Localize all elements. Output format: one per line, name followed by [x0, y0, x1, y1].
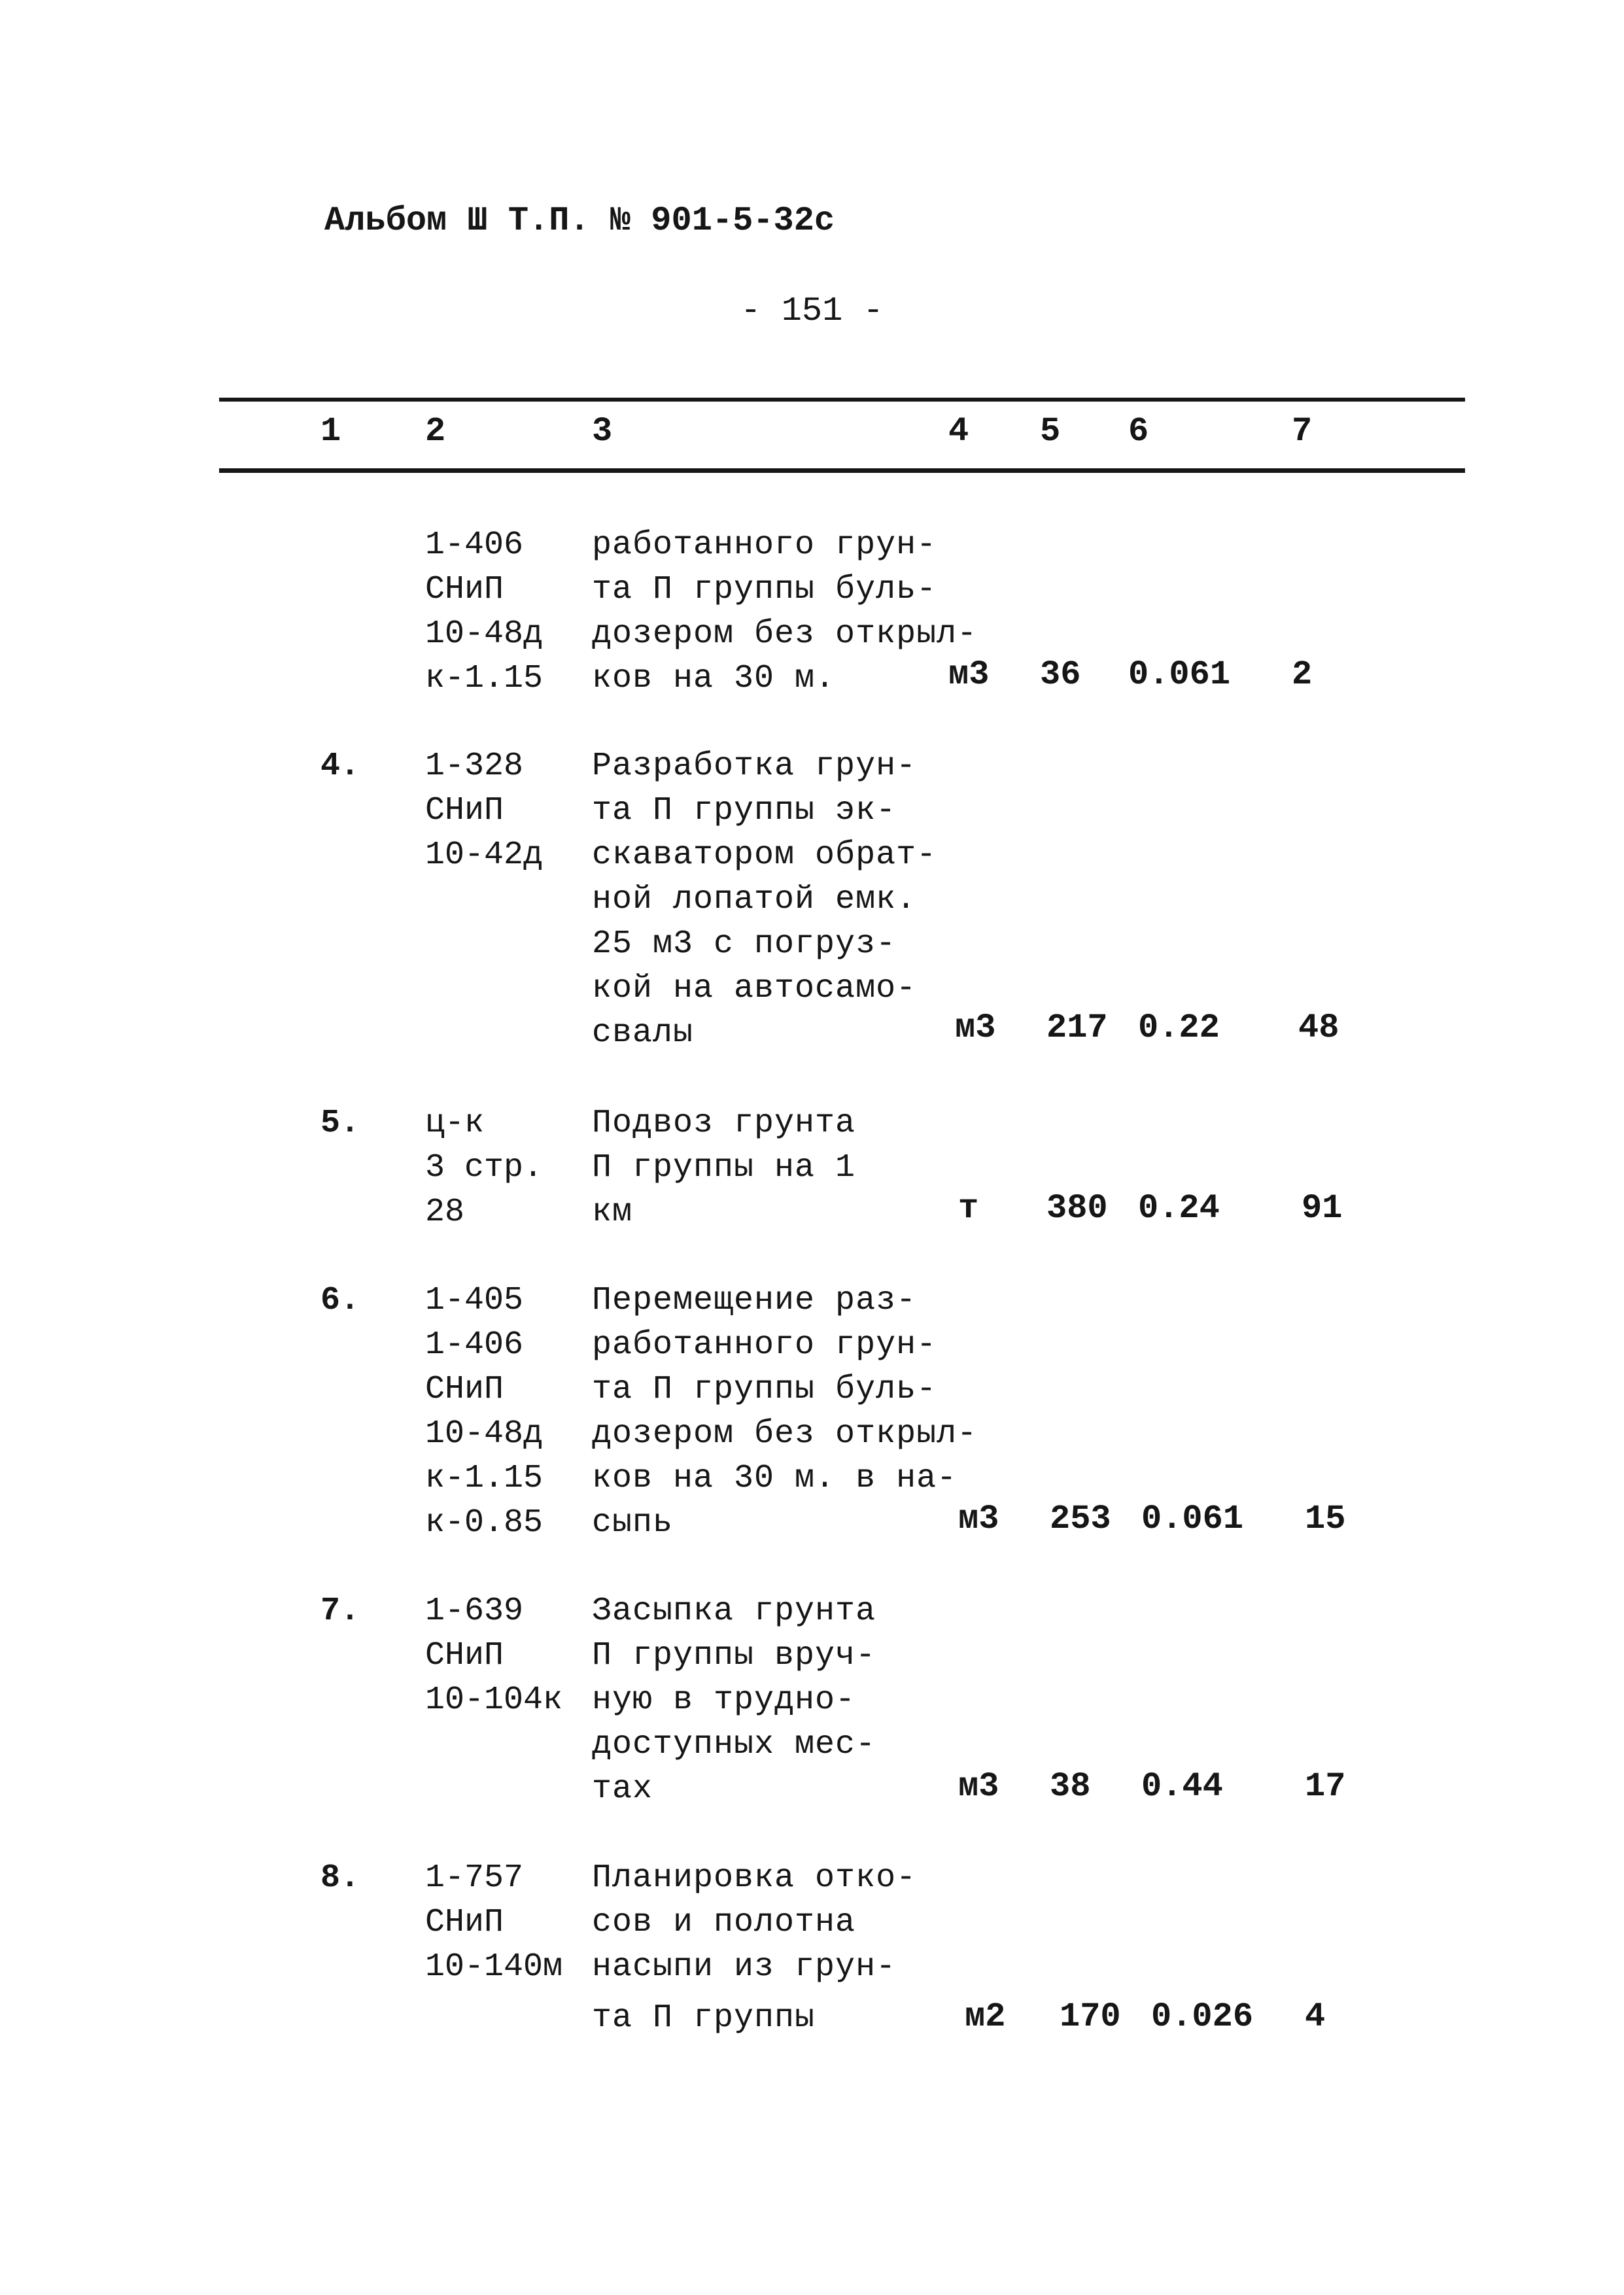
norm-code: ц-к 3 стр. 28: [425, 1105, 544, 1231]
norm-code: 1-406 СНиП 10-48д к-1.15: [425, 526, 544, 697]
quantity: 38: [1050, 1767, 1091, 1806]
quantity: 217: [1046, 1009, 1108, 1047]
table-top-rule: [219, 398, 1465, 402]
norm-code: 1-639 СНиП 10-104к: [425, 1593, 563, 1719]
quantity: 36: [1040, 655, 1081, 694]
unit: м3: [958, 1767, 999, 1806]
work-description: Разработка грун- та П группы эк- скаватором обрат- ной лопатой емк. 25 м3 с погруз- кой на автосамо- свалы: [592, 748, 937, 1052]
norm-code: 1-328 СНиП 10-42д: [425, 748, 544, 874]
quantity: 253: [1050, 1500, 1111, 1538]
row-number: 6.: [320, 1282, 360, 1319]
row-number: 8.: [320, 1859, 360, 1897]
column-number-5: 5: [1040, 412, 1061, 451]
unit: м3: [948, 655, 990, 694]
total: 91: [1302, 1189, 1343, 1228]
column-number-2: 2: [425, 412, 446, 451]
page-number: - 151 -: [740, 292, 884, 330]
unit: м2: [965, 1997, 1006, 2036]
norm-value: 0.061: [1141, 1500, 1244, 1538]
column-number-4: 4: [948, 412, 969, 451]
work-description: Засыпка грунта П группы вруч- ную в трудно- доступных мес- тах: [592, 1593, 876, 1808]
norm-code: 1-405 1-406 СНиП 10-48д к-1.15 к-0.85: [425, 1282, 544, 1542]
album-header: Альбом Ш Т.П. № 901-5-32с: [324, 201, 835, 240]
norm-value: 0.061: [1128, 655, 1231, 694]
row-number: 5.: [320, 1105, 360, 1142]
column-number-7: 7: [1292, 412, 1313, 451]
unit: м3: [958, 1500, 999, 1538]
norm-value: 0.22: [1138, 1009, 1220, 1047]
unit: т: [958, 1189, 979, 1228]
work-description: работанного грун- та П группы буль- дозером без открыл- ков на 30 м.: [592, 526, 978, 697]
total: 2: [1292, 655, 1313, 694]
total: 17: [1305, 1767, 1346, 1806]
norm-value: 0.44: [1141, 1767, 1223, 1806]
norm-value: 0.026: [1151, 1997, 1254, 2036]
column-number-1: 1: [320, 412, 341, 451]
unit: м3: [955, 1009, 996, 1047]
work-description: Перемещение раз- работанного грун- та П группы буль- дозером без открыл- ков на 30 м. в на- сыпь: [592, 1282, 978, 1542]
table-header-rule: [219, 468, 1465, 473]
norm-value: 0.24: [1138, 1189, 1220, 1228]
column-number-3: 3: [592, 412, 613, 451]
total: 15: [1305, 1500, 1346, 1538]
total: 4: [1305, 1997, 1326, 2036]
work-description: Подвоз грунта П группы на 1 км: [592, 1105, 856, 1231]
total: 48: [1298, 1009, 1339, 1047]
work-description: Планировка отко- сов и полотна насыпи из грун- та П группы: [592, 1859, 917, 2037]
quantity: 380: [1046, 1189, 1108, 1228]
column-number-6: 6: [1128, 412, 1149, 451]
quantity: 170: [1060, 1997, 1121, 2036]
norm-code: 1-757 СНиП 10-140м: [425, 1859, 563, 1986]
row-number: 7.: [320, 1593, 360, 1630]
row-number: 4.: [320, 748, 360, 785]
